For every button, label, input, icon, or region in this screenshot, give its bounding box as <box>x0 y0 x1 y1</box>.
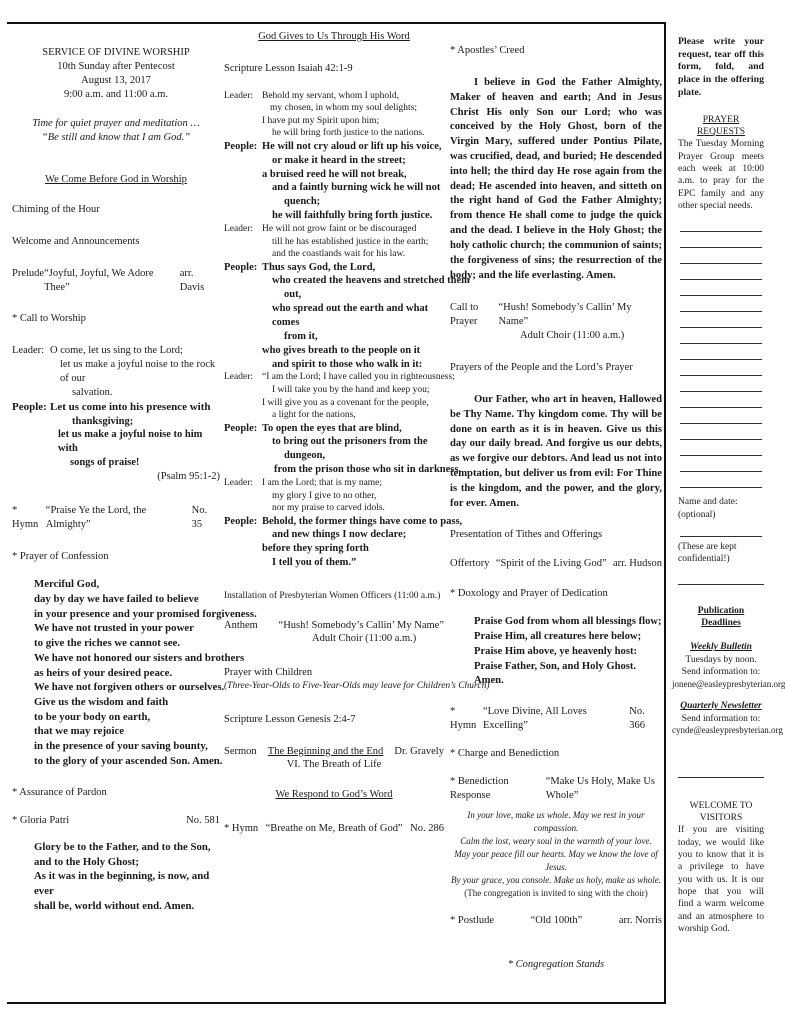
confession-line: day by day we have failed to believe <box>34 593 199 606</box>
doxology-line: Praise God from whom all blessings flow; <box>474 616 662 628</box>
anthem-label: Anthem <box>224 619 258 631</box>
postlude-title: “Old 100th” <box>530 914 583 926</box>
gloria-row <box>12 814 220 828</box>
request-line[interactable] <box>680 248 762 264</box>
request-line[interactable] <box>680 232 762 248</box>
hymn-number: No. 286 <box>410 823 444 835</box>
sermon-row <box>224 745 444 759</box>
request-line[interactable] <box>680 360 762 376</box>
benediction-response-row <box>450 775 662 803</box>
confession-line: to be your body on earth, <box>34 710 151 723</box>
sunday-name: 10th Sunday after Pentecost <box>57 60 175 72</box>
confession-line: to the glory of your ascended Son. Amen. <box>34 754 223 767</box>
people-text: he will faithfully bring forth justice. <box>272 210 433 222</box>
tithes-offerings: Presentation of Tithes and Offerings <box>450 528 603 540</box>
publication-deadlines-title: Publication Deadlines <box>697 605 745 629</box>
postlude-arranger: arr. Norris <box>618 914 662 926</box>
people-line <box>224 515 463 529</box>
section-heading: We Respond to God’s Word <box>275 789 393 801</box>
people-text: thanksgiving; <box>72 415 134 427</box>
people-text: quench; <box>284 196 321 208</box>
sermon-subtitle: VI. The Breath of Life <box>286 759 382 771</box>
people-text: before they spring forth <box>262 543 369 555</box>
doxology-line: Praise Him above, ye heavenly host: <box>474 645 638 657</box>
people-text: and spirit to those who walk in it: <box>272 358 423 370</box>
people-label: People: <box>224 261 258 273</box>
doxology-line: Praise Father, Son, and Holy Ghost. Amen. <box>474 660 637 687</box>
service-date: August 13, 2017 <box>81 74 151 86</box>
confession-line: in your presence and your promised forgiveness. <box>34 607 257 620</box>
gloria-line: and to the Holy Ghost; <box>34 855 139 868</box>
leader-text: “I am the Lord; I have called you in righteousness; <box>262 372 455 383</box>
leader-text: I am the Lord; that is my name; <box>262 478 383 489</box>
leader-label: Leader: <box>224 372 254 383</box>
people-text: who spread out the earth and what comes <box>272 303 429 329</box>
response-note: (The congregation is invited to sing with the choir) <box>464 887 648 898</box>
children-note: (Three-Year-Olds to Five-Year-Olds may leave for Children’s Church) <box>224 681 490 692</box>
benediction-response-text <box>450 809 662 900</box>
request-line[interactable] <box>680 440 762 456</box>
people-text: from it, <box>284 330 318 342</box>
leader-text: I will take you by the hand and keep you; <box>272 385 430 395</box>
weekly-bulletin-title: Weekly Bulletin <box>690 642 752 653</box>
installation: Installation of Presbyterian Women Officers (11:00 a.m.) <box>224 591 441 602</box>
hymn-label: * Hymn <box>450 706 477 732</box>
request-line[interactable] <box>680 296 762 312</box>
apostles-creed-label: * Apostles’ Creed <box>450 45 525 56</box>
leader-label: Leader: <box>224 478 254 489</box>
gloria-line: As it was in the beginning, is now, and ever <box>34 870 210 897</box>
hymn-label: * Hymn <box>224 823 259 835</box>
people-line <box>224 261 444 275</box>
leader-label: Leader: <box>12 345 45 357</box>
request-line[interactable] <box>680 216 762 232</box>
people-line <box>12 400 220 415</box>
postlude-label: * Postlude <box>450 914 495 926</box>
leader-line <box>224 223 444 236</box>
leader-text: O come, let us sing to the Lord; <box>50 345 183 357</box>
doxology-label: * Doxology and Prayer of Dedication <box>450 588 608 600</box>
quarterly-newsletter-title: Quarterly Newsletter <box>680 701 762 712</box>
leader-line <box>224 371 455 384</box>
divider <box>678 584 764 585</box>
prayer-of-confession: * Prayer of Confession <box>12 550 109 562</box>
gloria-line: Glory be to the Father, and to the Son, <box>34 840 211 853</box>
people-text: Thus says God, the Lord, <box>262 261 376 273</box>
confession-line: to give the riches we cannot see. <box>34 637 181 650</box>
congregation-stands-note: * Congregation Stands <box>507 958 605 970</box>
hymn-number: No. 366 <box>629 706 646 732</box>
people-text: Let us come into his presence with <box>50 400 211 413</box>
people-label: People: <box>224 515 258 527</box>
people-text: a bruised reed he will not break, <box>262 168 407 180</box>
leader-label: Leader: <box>224 224 254 234</box>
assurance-of-pardon: * Assurance of Pardon <box>12 787 107 799</box>
prelude-row <box>12 267 220 295</box>
people-text: and a faintly burning wick he will not <box>272 182 441 194</box>
quarterly-newsletter-email[interactable]: cynde@easleypresbyterian.org <box>672 724 783 735</box>
leader-text: Behold my servant, whom I uphold, <box>262 90 399 101</box>
request-line[interactable] <box>680 328 762 344</box>
offertory-row <box>450 557 662 571</box>
people-text: songs of praise! <box>70 457 140 469</box>
people-text: to bring out the prisoners from the <box>272 436 428 448</box>
people-text: To open the eyes that are blind, <box>262 422 402 434</box>
name-date-line[interactable] <box>680 521 762 537</box>
response-line: Calm the lost, weary soul in the warmth of your love. <box>460 835 652 846</box>
hymn-number: No. 35 <box>191 504 208 530</box>
quiet-verse: “Be still and know that I am God.” <box>41 132 191 144</box>
request-line[interactable] <box>680 472 762 488</box>
name-date-label: Name and date: (optional) <box>678 497 738 520</box>
weekly-bulletin-send: Send information to: <box>681 667 761 678</box>
hymn-row <box>224 822 444 836</box>
quarterly-newsletter-send: Send information to: <box>681 713 761 724</box>
request-line[interactable] <box>680 312 762 328</box>
section-heading: God Gives to Us Through His Word <box>258 31 410 42</box>
confession-line: as heirs of your desired peace. <box>34 666 173 679</box>
benediction-response-label: * Benediction Response <box>450 775 509 801</box>
column-creed-prayer <box>450 30 662 972</box>
scripture-lesson-2: Scripture Lesson Genesis 2:4-7 <box>224 713 356 725</box>
weekly-bulletin-deadline: Tuesdays by noon. <box>685 654 757 665</box>
leader-text: till he has established justice in the earth; <box>272 236 429 247</box>
hymn-title: “Praise Ye the Lord, the Almighty” <box>45 504 147 530</box>
people-text: who created the heavens and stretched them <box>272 275 470 287</box>
call-to-worship: * Call to Worship <box>12 313 86 325</box>
welcome-visitors-title-1: WELCOME TO <box>689 800 753 811</box>
request-line[interactable] <box>680 280 762 296</box>
psalm-reference: (Psalm 95:1-2) <box>157 471 220 483</box>
leader-text: a light for the nations, <box>272 410 356 421</box>
charge-benediction: * Charge and Benediction <box>450 747 560 759</box>
welcome-visitors-text: If you are visiting today, we would like you to know that it is a privilege to have you with us. It is our hope that you will find a warm welcome and an atmosphere to worship God. <box>678 825 764 935</box>
gloria-line: shall be, world without end. Amen. <box>34 899 195 912</box>
leader-text: and the coastlands wait for his law. <box>272 249 406 260</box>
doxology-line: Praise Him, all creatures here below; <box>474 630 642 642</box>
people-text: let us make a joyful noise to him with <box>58 429 203 455</box>
confession-line: that we may rejoice <box>34 725 125 738</box>
confidential-note: (These are kept confidential!) <box>678 542 737 565</box>
service-title: SERVICE OF DIVINE WORSHIP <box>42 47 190 58</box>
call-to-prayer-choir: Adult Choir (11:00 a.m.) <box>520 330 625 342</box>
lords-prayer-text: Our Father, who art in heaven, Hallowed be Thy Name. Thy kingdom come. Thy will be done on earth as it is in heaven. Give us this day our daily bread. And forgive us our debts, as we forgive our debtors. And lead us not into temptation, but deliver us from evil: For Thine is the kingdom, and the power, and the glory, for ever. Amen. <box>450 393 662 509</box>
request-lines[interactable] <box>678 216 764 488</box>
prayer-requests-title: PRAYER REQUESTS <box>696 114 746 138</box>
leader-text: my glory I give to no other, <box>272 490 377 501</box>
leader-text: I have put my Spirit upon him; <box>262 115 380 126</box>
leader-text: He will not grow faint or be discouraged <box>262 224 417 234</box>
request-line[interactable] <box>680 344 762 360</box>
people-line <box>224 140 444 154</box>
gloria-number: No. 581 <box>186 815 220 827</box>
leader-line <box>12 344 220 358</box>
response-line: In your love, make us whole. May we rest in your compassion. <box>467 809 645 833</box>
benediction-response-title: “Make Us Holy, Make Us Whole” <box>545 775 655 801</box>
leader-text: let us make a joyful noise to the rock of our <box>60 359 216 385</box>
people-label: People: <box>224 422 258 434</box>
tear-off-instructions: Please write your request, tear off this form, fold, and place in the offering plate. <box>678 36 764 98</box>
divider <box>678 777 764 778</box>
people-text: who gives breath to the people on it <box>262 344 421 356</box>
leader-text: salvation. <box>72 386 113 398</box>
people-line <box>224 422 444 436</box>
welcome-visitors-title-2: VISITORS <box>699 812 743 823</box>
confession-line: Merciful God, <box>34 578 100 591</box>
leader-label: Leader: <box>224 90 254 101</box>
request-line[interactable] <box>680 408 762 424</box>
quiet-prayer: Time for quiet prayer and meditation … <box>32 118 200 130</box>
doxology-text <box>450 615 662 689</box>
gloria-text <box>12 840 220 913</box>
people-text: Behold, the former things have come to pass, <box>262 515 463 527</box>
request-line[interactable] <box>680 392 762 408</box>
prelude-arranger: arr. Davis <box>179 267 205 293</box>
people-text: He will not cry aloud or lift up his voice, <box>262 140 442 152</box>
anthem-row <box>224 619 444 633</box>
request-line[interactable] <box>680 376 762 392</box>
prayer-requests-text: The Tuesday Morning Prayer Group meets each week at 10:00 a.m. to pray for the EPC family and any other special needs. <box>678 139 764 212</box>
offertory-arranger: arr. Hudson <box>612 558 662 570</box>
people-text: and new things I now declare; <box>272 529 407 541</box>
leader-line <box>224 477 444 490</box>
anthem-title: “Hush! Somebody’s Callin’ My Name” <box>278 619 444 631</box>
confession-line: We have not trusted in your power <box>34 622 194 635</box>
call-to-prayer-row <box>450 301 662 329</box>
hymn-label: * Hymn <box>12 504 39 530</box>
chiming: Chiming of the Hour <box>12 204 100 216</box>
people-text: dungeon, <box>284 450 326 462</box>
service-times: 9:00 a.m. and 11:00 a.m. <box>63 88 168 100</box>
leader-text: he will bring forth justice to the nations. <box>272 128 425 139</box>
call-to-prayer-label: Call to Prayer <box>450 302 479 328</box>
people-label: People: <box>12 400 47 413</box>
leader-line <box>224 90 444 103</box>
weekly-bulletin-email[interactable]: jonene@easleypresbyterian.org <box>672 678 785 689</box>
sermon-title: The Beginning and the End <box>267 745 384 757</box>
request-line[interactable] <box>680 264 762 280</box>
leader-text: nor my praise to carved idols. <box>272 503 385 514</box>
prayers-of-the-people: Prayers of the People and the Lord’s Prayer <box>450 362 633 374</box>
response-line: May your peace fill our hearts. May we know the love of Jesus. <box>454 848 658 872</box>
request-line[interactable] <box>680 456 762 472</box>
offertory-title: “Spirit of the Living God” <box>495 558 607 570</box>
postlude-row <box>450 914 662 928</box>
hymn-row <box>450 705 662 733</box>
prelude-label: Prelude <box>12 267 45 279</box>
confession-line: We have not forgiven others or ourselves. <box>34 681 225 694</box>
hymn-row <box>12 504 220 532</box>
sermon-label: Sermon <box>224 745 257 757</box>
call-to-prayer-title: “Hush! Somebody’s Callin’ My Name” <box>498 302 632 328</box>
welcome-announcements: Welcome and Announcements <box>12 235 140 247</box>
request-line[interactable] <box>680 424 762 440</box>
gloria-label: * Gloria Patri <box>12 815 70 827</box>
apostles-creed-text: I believe in God the Father Almighty, Maker of heaven and earth; And in Jesus Christ His only Son our Lord; who was conceived by the Holy Ghost, born of the Virgin Mary, suffered under Pontius Pilate, was crucified, dead, and buried; He descended into hell; the third day He rose again from the dead; He ascended into heaven, and sitteth on the right hand of God the Father Almighty; from thence He shall come to judge the quick and the dead. I believe in the Holy Ghost; the holy catholic church; the communion of saints; the forgiveness of sins; the resurrection of the body; and the life everlasting. Amen. <box>450 76 662 281</box>
people-text: from the prison those who sit in darkness. <box>274 464 462 476</box>
leader-text: my chosen, in whom my soul delights; <box>270 103 417 114</box>
column-tear-off <box>672 36 785 935</box>
hymn-title: “Love Divine, All Loves Excelling” <box>482 706 587 732</box>
people-label: People: <box>224 140 258 152</box>
response-line: By your grace, you console. Make us holy, make us whole. <box>451 874 661 885</box>
prelude-title: “Joyful, Joyful, We Adore Thee” <box>44 267 154 293</box>
leader-text: I will give you as a covenant for the people, <box>262 397 429 408</box>
offertory-label: Offertory <box>450 558 490 570</box>
hymn-title: “Breathe on Me, Breath of God” <box>265 823 403 835</box>
sermon-preacher: Dr. Gravely <box>394 745 444 757</box>
people-text: out, <box>284 289 302 301</box>
prayer-with-children: Prayer with Children <box>224 667 313 679</box>
scripture-lesson: Scripture Lesson Isaiah 42:1-9 <box>224 62 353 74</box>
section-heading: We Come Before God in Worship <box>45 174 187 186</box>
anthem-choir: Adult Choir (11:00 a.m.) <box>312 633 417 645</box>
people-text: or make it heard in the street; <box>272 154 406 166</box>
confession-line: Give us the wisdom and faith <box>34 695 169 708</box>
confession-line: in the presence of your saving bounty, <box>34 739 208 752</box>
confession-line: We have not honored our sisters and brothers <box>34 651 245 664</box>
people-text: I tell you of them.” <box>272 557 357 569</box>
